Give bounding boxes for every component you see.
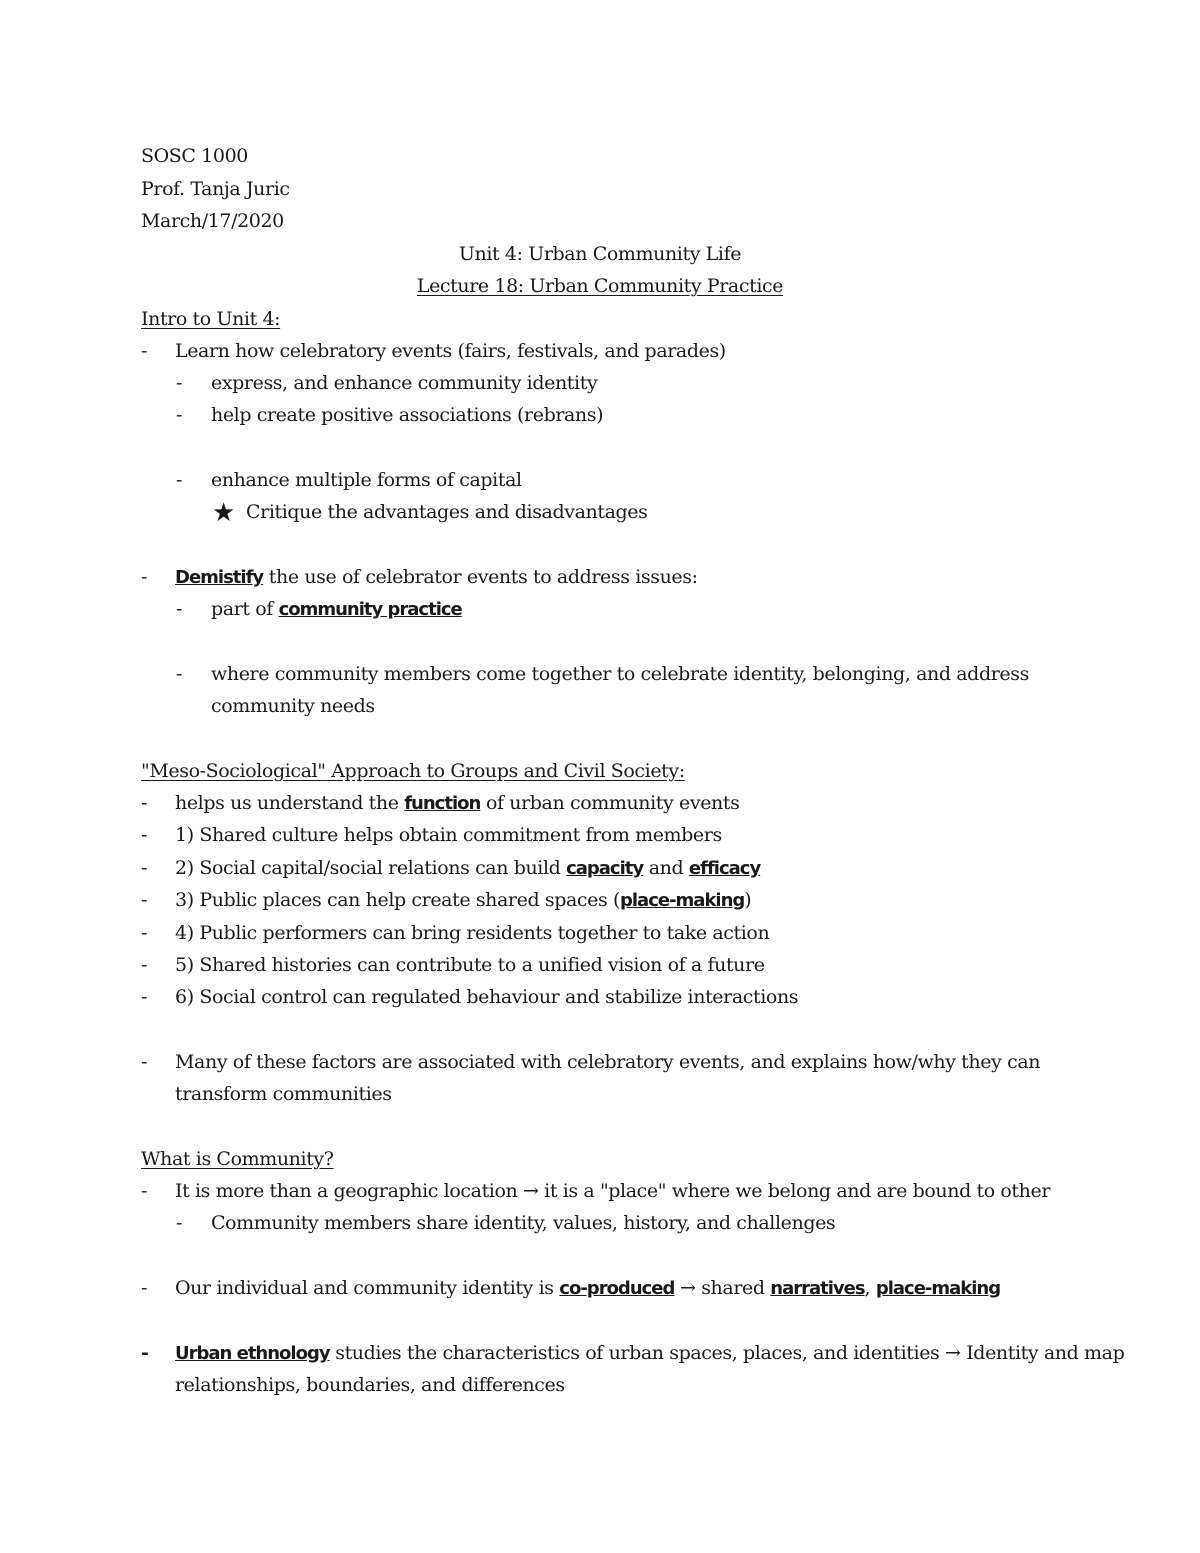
lecture-title: Lecture 18: Urban Community Practice — [416, 275, 784, 297]
meso-item-1-post: of urban community events — [480, 792, 740, 814]
bullet-dash: - — [141, 954, 148, 976]
star-row — [212, 498, 235, 528]
meso-item-2: 1) Shared culture helps obtain commitment from members — [175, 824, 722, 846]
meso-item-6: 5) Shared histories can contribute to a unified vision of a future — [175, 954, 765, 976]
intro-heading: Intro to Unit 4: — [141, 308, 281, 330]
meso-item-4-post: ) — [744, 889, 752, 911]
professor-name: Prof. Tanja Juric — [141, 178, 290, 200]
intro-bullet-2a-text: part of — [211, 598, 279, 620]
place-making-term-2: place-making — [875, 1278, 1001, 1299]
intro-bullet-2-text: the use of celebrator events to address issues: — [263, 566, 698, 588]
bullet-dash: - — [176, 372, 183, 394]
community-item-2-sep: , — [864, 1277, 876, 1299]
urban-ethnology-term: Urban ethnology — [175, 1343, 330, 1364]
bullet-dash: - — [141, 792, 148, 814]
star-icon: ★ — [212, 498, 235, 528]
meso-item-8-line2: transform communities — [175, 1083, 392, 1105]
intro-bullet-1c: enhance multiple forms of capital — [211, 469, 522, 491]
meso-item-3 — [175, 856, 760, 881]
lecture-title-wrap — [0, 274, 1200, 298]
capacity-term: capacity — [566, 858, 644, 879]
community-item-1a: Community members share identity, values, history, and challenges — [211, 1212, 836, 1234]
course-code: SOSC 1000 — [141, 145, 248, 167]
bullet-dash: - — [176, 663, 183, 685]
meso-item-3-pre: 2) Social capital/social relations can build — [175, 857, 567, 879]
meso-item-8-line1: Many of these factors are associated with celebratory events, and explains how/why they can — [175, 1051, 1041, 1073]
bullet-dash: - — [176, 404, 183, 426]
community-item-3-line2: relationships, boundaries, and differences — [175, 1374, 565, 1396]
meso-item-4 — [175, 888, 751, 913]
meso-heading-wrap — [141, 759, 685, 783]
intro-bullet-2b-line1: where community members come together to celebrate identity, belonging, and address — [211, 663, 1029, 685]
community-item-2-mid: → shared — [674, 1277, 771, 1299]
meso-item-5: 4) Public performers can bring residents together to take action — [175, 922, 770, 944]
bullet-dash: - — [176, 1212, 183, 1234]
bullet-dash: - — [141, 889, 148, 911]
meso-item-7: 6) Social control can regulated behaviour and stabilize interactions — [175, 986, 799, 1008]
intro-bullet-2a — [211, 597, 462, 622]
meso-item-4-pre: 3) Public places can help create shared spaces ( — [175, 889, 620, 911]
bullet-dash: - — [141, 566, 148, 588]
community-item-3-text: studies the characteristics of urban spaces, places, and identities → Identity and map — [329, 1342, 1125, 1364]
bullet-dash: - — [141, 922, 148, 944]
community-heading-wrap — [141, 1147, 334, 1171]
community-heading: What is Community? — [141, 1148, 334, 1170]
community-item-3-line1 — [175, 1341, 1124, 1366]
bullet-dash: - — [176, 598, 183, 620]
community-item-2 — [175, 1276, 1000, 1301]
function-term: function — [404, 793, 481, 814]
intro-bullet-1a: express, and enhance community identity — [211, 372, 598, 394]
community-item-2-pre: Our individual and community identity is — [175, 1277, 560, 1299]
intro-star-text: Critique the advantages and disadvantages — [246, 501, 648, 523]
bullet-dash: - — [176, 469, 183, 491]
intro-bullet-1b: help create positive associations (rebrans) — [211, 404, 604, 426]
intro-bullet-2b-line2: community needs — [211, 695, 375, 717]
bullet-dash: - — [141, 824, 148, 846]
community-practice-term: community practice — [278, 599, 462, 620]
bullet-dash: - — [141, 1277, 148, 1299]
unit-title: Unit 4: Urban Community Life — [458, 243, 742, 265]
intro-heading-wrap — [141, 307, 280, 331]
bullet-dash: - — [141, 986, 148, 1008]
bullet-dash: - — [141, 340, 148, 362]
narratives-term: narratives — [770, 1278, 865, 1299]
bullet-dash-bold: - — [141, 1342, 149, 1364]
meso-item-1-pre: helps us understand the — [175, 792, 405, 814]
meso-item-1 — [175, 791, 739, 816]
intro-bullet-1: Learn how celebratory events (fairs, festivals, and parades) — [175, 340, 726, 362]
meso-item-3-mid: and — [643, 857, 689, 879]
intro-bullet-2 — [175, 565, 698, 590]
efficacy-term: efficacy — [688, 858, 761, 879]
demistify-term: Demistify — [175, 567, 264, 588]
meso-heading: "Meso-Sociological" Approach to Groups and Civil Society: — [141, 760, 685, 782]
place-making-term: place-making — [620, 890, 745, 911]
community-item-1: It is more than a geographic location → it is a "place" where we belong and are bound to other — [175, 1180, 1051, 1202]
bullet-dash: - — [141, 857, 148, 879]
bullet-dash: - — [141, 1180, 148, 1202]
co-produced-term: co-produced — [559, 1278, 675, 1299]
date: March/17/2020 — [141, 210, 284, 232]
bullet-dash: - — [141, 1051, 148, 1073]
